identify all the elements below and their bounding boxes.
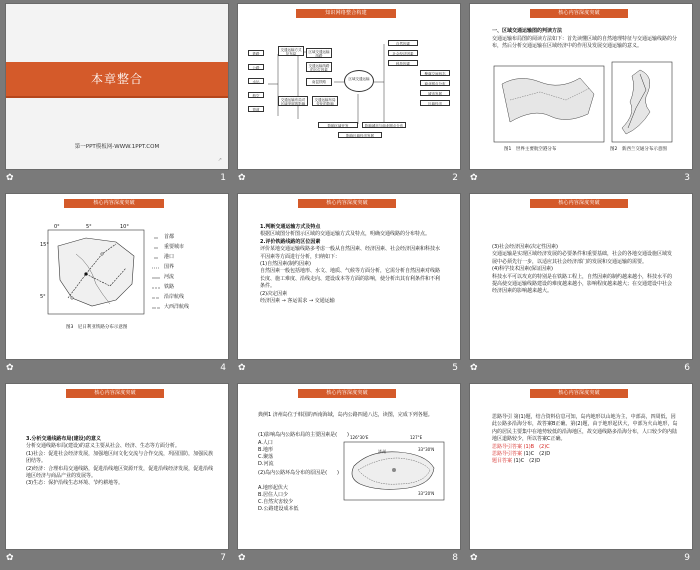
slide-number: 4 (220, 363, 226, 373)
section-body: 交通运输布局图的阅读方法如下：首先读懂区域的自然地理特征与交通运输线路的分布，然后分析交通运输在区域经济中的作用及发展交通运输的意义。 (492, 36, 678, 50)
nigeria-map (6, 194, 228, 359)
mindmap-left-4: 南昆铁路 (306, 78, 332, 86)
coord-label-2: 5° (86, 224, 92, 230)
thumb-footer (238, 172, 460, 186)
para-5: (1)自然因素(制约因素) (260, 261, 311, 268)
template-link: 第一PPT模板网-WWW.1PPT.COM (74, 144, 160, 150)
section-heading: 一、区域交通运输图的判读方法 (492, 28, 563, 34)
coord-label-3: 33°30'N (418, 447, 435, 452)
coord-label-4: 33°20'N (418, 491, 435, 496)
mindmap-left-5: 交通运输布局对区域发展的影响 (278, 96, 308, 106)
mindmap-center: 区域交通运输 (344, 70, 374, 92)
animation-icon: ✿ (470, 553, 478, 563)
slide-canvas (470, 384, 692, 549)
answer-values: (1)C (2)D (523, 451, 551, 458)
mindmap-left-6: 交通运输布局变化的影响 (312, 96, 338, 106)
para-2: 分析交通线路布局(建设)的意义主要从社会、经济、生态等方面分析。 (26, 443, 180, 450)
thumb-footer (6, 552, 228, 566)
slide-canvas (470, 194, 692, 359)
slide-thumb-8[interactable] (234, 380, 464, 568)
para-6: 自然因素一般包括地形、水文、地质、气候等方面分析，它需分析自然因素对线路长度、施工难度、沿线走向、建设成本等方面的影响，使分析出其有利条件和不利条件。 (260, 268, 441, 290)
para-5: (3)生态：保护沿线生态环境、节约耕地等。 (26, 480, 124, 487)
mindmap-leftmost-5: 管道 (248, 106, 264, 112)
title-underline (6, 96, 228, 98)
animation-icon: ✿ (6, 553, 14, 563)
section-tag: 核心内容深度突破 (66, 389, 164, 398)
thumb-footer (238, 362, 460, 376)
section-tag: 知识网络整合构建 (296, 9, 396, 18)
para-4: 评价某地交通运输线路多考虑一般从自然因素、经济因素、社会经济因素和科技水平因素等方面进行分析，归纳如下： (260, 246, 441, 260)
thumb-footer (6, 362, 228, 376)
para-2: 根据区域图分析图示区域的交通运输方式及特点，明确交通线路的分布特点。 (260, 231, 431, 238)
animation-icon: ✿ (238, 173, 246, 183)
thumb-footer (470, 362, 692, 376)
q1-option-b[interactable]: B.地形 (258, 447, 274, 453)
mindmap-right-7: 区域经济 (420, 100, 450, 106)
slide-canvas (238, 4, 460, 169)
mindmap-left-3: 交通运输线路的区位因素 (306, 62, 332, 72)
slide-number: 1 (220, 173, 226, 183)
q2-option-b[interactable]: B.居住人口少 (258, 492, 289, 498)
guide-values: (1)C (2)D (513, 458, 541, 465)
q1-option-c[interactable]: C.聚落 (258, 454, 274, 460)
corner-mark: ↗ (217, 157, 222, 163)
mindmap-bottom-3: 影响区域经济发展 (338, 132, 382, 138)
slide-thumb-7[interactable] (2, 380, 232, 568)
legend-port: 港口 (164, 254, 175, 260)
slide-thumb-2[interactable] (234, 0, 464, 188)
para-1: (3)社会经济因素(决定性因素) (492, 244, 558, 250)
content-text (26, 436, 214, 488)
coord-label-3: 10° (120, 224, 129, 230)
slide-canvas (6, 194, 228, 359)
mindmap-right-5: 商业网点分布 (420, 80, 450, 86)
q2-option-a[interactable]: A.地形起伏大 (258, 485, 288, 491)
slide-thumb-4[interactable] (2, 190, 232, 378)
coord-label-2: 127°E (410, 435, 423, 440)
legend-city: 重要城市 (164, 244, 185, 250)
section-tag: 核心内容深度突破 (530, 9, 628, 18)
slide-thumb-1[interactable] (2, 0, 232, 188)
q1-option-d[interactable]: D.河流 (258, 461, 274, 467)
para-4: 科技水平可以攻克的特别是在铁路工程上，自然因素的制约越来越小，科技水平的提高使交通运输线路建设的难度越来越小，影响程度越来越大；在交通建设中社会经济因素的影响越来越大。 (492, 273, 673, 295)
figure-caption-1: 图1 世界主要航空港分布 (504, 147, 557, 152)
animation-icon: ✿ (238, 553, 246, 563)
para-7: (2)决定因素 (260, 290, 288, 297)
question-1: (1)影响岛内公路布局的主要因素是( ) (258, 432, 349, 438)
slide-canvas (6, 4, 228, 169)
thumb-footer (470, 172, 692, 186)
animation-icon: ✿ (238, 363, 246, 373)
answer-text (492, 414, 678, 466)
slide-canvas (238, 384, 460, 549)
slide-thumb-3[interactable] (466, 0, 696, 188)
coord-label-5: 5° (40, 294, 46, 300)
legend-coastal: 沿岸航线 (164, 294, 185, 300)
mindmap-right-4: 聚落空间形态 (420, 70, 450, 76)
mindmap-right-3: 科技因素 (388, 60, 418, 66)
thumb-footer (6, 172, 228, 186)
section-tag: 核心内容深度突破 (298, 199, 396, 208)
answer-line-1: 思路导引 第(1)题，结合资料信息可知，岛内地形以山地为主，中部高，四周低，因此公路多沿海分布，故答案B正确。第(2)题，由于地形起伏大，中部为火山地形，岛内的居民主要集中在地势较低的沿海地区，故交通线路多沿海分布，人口较少的内陆地区道路较少，所以答案C正确。 (492, 414, 678, 443)
coord-label-4: 15° (40, 242, 49, 248)
mindmap-left-2: 区域交通运输线路 (306, 48, 332, 58)
jeju-map (238, 384, 460, 549)
para-3: 2.评价铁路线路的区位因素 (260, 238, 321, 245)
figure-caption: 图3 尼日利亚铁路分布示意图 (66, 325, 128, 330)
animation-icon: ✿ (6, 173, 14, 183)
content-text (260, 224, 444, 305)
animation-icon: ✿ (470, 363, 478, 373)
para-1: 3.分析交通线路布局(建设)的意义 (26, 436, 101, 442)
coord-label-1: 0° (54, 224, 60, 230)
para-3: (4)科学技术因素(保证因素) (492, 266, 553, 273)
slide-thumb-6[interactable] (466, 190, 696, 378)
section-tag: 核心内容深度突破 (298, 389, 396, 398)
slide-number: 2 (452, 173, 458, 183)
answer-label: 思路导引答案 (492, 451, 523, 458)
guide-label: 题目答案 (492, 458, 513, 465)
animation-icon: ✿ (470, 173, 478, 183)
thumb-footer (238, 552, 460, 566)
slide-thumb-5[interactable] (234, 190, 464, 378)
section-tag: 核心内容深度突破 (530, 199, 628, 208)
legend-railway: 铁路 (164, 284, 175, 290)
mindmap-bottom-1: 影响区域开发 (318, 122, 358, 128)
legend-border: 国界 (164, 264, 175, 270)
para-1: 1.判断交通运输方式及特点 (260, 224, 321, 230)
map-place-label: 济州 (378, 449, 386, 454)
chapter-title: 本章整合 (6, 62, 228, 96)
mindmap-left-1: 交通运输方式及布局 (278, 46, 304, 56)
mindmap-leftmost-4: 航空 (248, 92, 264, 98)
coord-label-1: 126°30'E (350, 435, 369, 440)
legend-capital: 首都 (164, 234, 175, 240)
slide-thumb-9[interactable] (466, 380, 696, 568)
mindmap-right-6: 城市发展 (420, 90, 450, 96)
thumb-footer (470, 552, 692, 566)
slide-number: 3 (684, 173, 690, 183)
mindmap-right-2: 社会经济因素 (388, 50, 418, 56)
slide-number: 8 (452, 553, 458, 563)
slide-number: 9 (684, 553, 690, 563)
mindmap-leftmost-3: 水运 (248, 78, 264, 84)
slide-canvas (238, 194, 460, 359)
slide-number: 5 (452, 363, 458, 373)
answer-line-2: 思路导引答案 (1)B (2)C (492, 443, 550, 450)
slide-number: 6 (684, 363, 690, 373)
q2-option-c[interactable]: C.自然灾害较少 (258, 499, 294, 505)
para-4: (2)经济：合理布局交通线路，促进沿线地区资源开发，促进沿线经济发展，促进沿线地区经济与商品产业的发展等。 (26, 465, 214, 480)
section-tag: 核心内容深度突破 (64, 199, 164, 208)
slide-canvas (6, 384, 228, 549)
q1-option-a[interactable]: A.人口 (258, 440, 273, 446)
para-8: 经济因素 → 客运需求 → 交通运输 (260, 298, 335, 305)
animation-icon: ✿ (6, 363, 14, 373)
slide-number: 7 (220, 553, 226, 563)
figure-caption-2: 图2 新西兰交通分布示意图 (610, 147, 667, 152)
legend-river: 河流 (164, 274, 175, 280)
section-tag: 核心内容深度突破 (530, 389, 628, 398)
mindmap-right-1: 自然因素 (388, 40, 418, 46)
question-2: (2)岛内公路环岛分布的原因是( ) (258, 470, 339, 476)
q2-option-d[interactable]: D.公路建设成本低 (258, 506, 299, 512)
example-intro: 典例1 济州岛位于韩国的西南海域，岛内公路四通八达，读图，完成下列各题。 (258, 412, 433, 418)
para-2: 交通运输是实现区域经济发展的必要条件和重要基础，社会的各地交通设施区域发展中必须先行一步，以适应其社会经济部门的发展和交通运输的需要。 (492, 251, 673, 265)
mindmap-leftmost-1: 铁路 (248, 50, 264, 56)
legend-atlantic: 大西洋航线 (164, 304, 190, 310)
slide-canvas (470, 4, 692, 169)
map-figures (470, 4, 692, 169)
content-text (492, 244, 676, 296)
mindmap-leftmost-2: 公路 (248, 64, 264, 70)
mindmap-bottom-2: 影响城市与商业网点分布 (362, 122, 406, 128)
para-3: (1)社会：促进社会经济发展，加强地区间文化交流与合作交流，巩固国防，加强民族团结等。 (26, 450, 214, 465)
